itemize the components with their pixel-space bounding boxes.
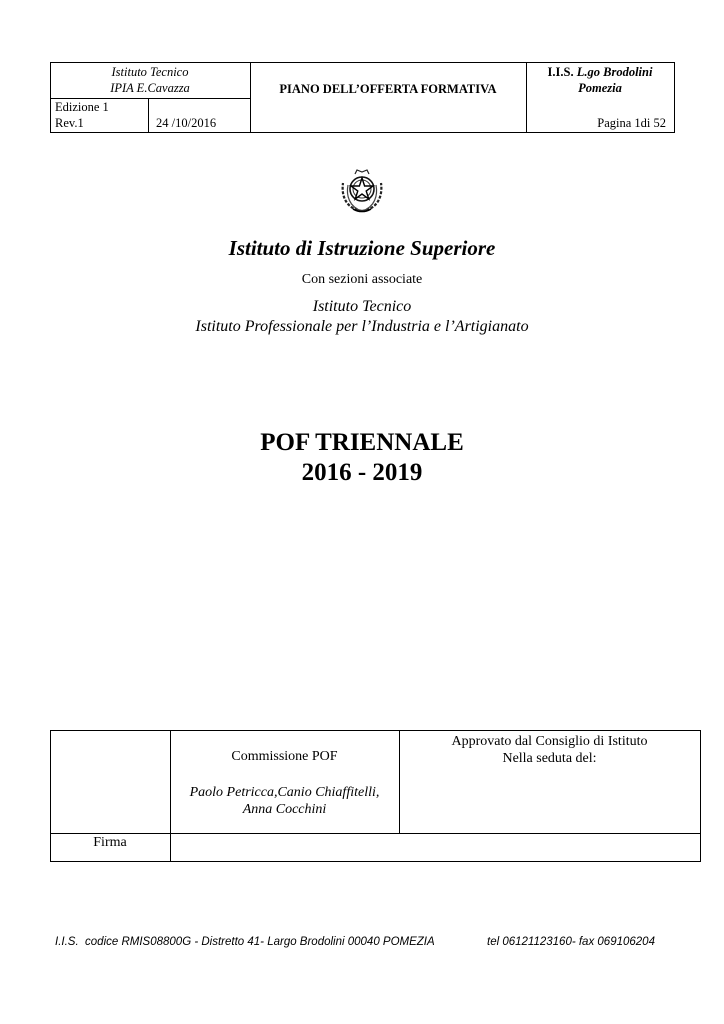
commission-label: Commissione POF bbox=[231, 749, 338, 764]
institute-title: Istituto di Istruzione Superiore bbox=[228, 236, 496, 260]
school-line-2: IPIA E.Cavazza bbox=[110, 81, 190, 95]
associated-sections-label: Con sezioni associate bbox=[301, 272, 423, 287]
approved-line-1: Approvato dal Consiglio di Istituto bbox=[451, 734, 648, 749]
members-line-1: Paolo Petricca,Canio Chiaffitelli, bbox=[189, 785, 380, 800]
section-technical: Istituto Tecnico bbox=[312, 298, 412, 315]
doc-title: PIANO DELL’OFFERTA FORMATIVA bbox=[279, 82, 497, 96]
page-number: Pagina 1di 52 bbox=[597, 116, 666, 130]
header-right-institute bbox=[526, 64, 674, 96]
issue-date: 24 /10/2016 bbox=[156, 116, 217, 130]
members-line-2: Anna Cocchini bbox=[242, 802, 327, 817]
header-school-name bbox=[50, 64, 250, 96]
signature-label: Firma bbox=[93, 835, 127, 850]
section-professional: Istituto Professionale per l’Industria e l’Artigianato bbox=[195, 318, 529, 335]
right-line-1: I.I.S. L.go Brodolini bbox=[547, 65, 653, 79]
right-line-2: Pomezia bbox=[578, 81, 622, 95]
approval-note bbox=[399, 733, 700, 767]
commission-members bbox=[170, 784, 399, 818]
school-line-1: Istituto Tecnico bbox=[111, 65, 189, 79]
edition: Edizione 1 bbox=[55, 100, 109, 114]
footer-contacts: tel 06121123160- fax 069106204 bbox=[487, 936, 655, 948]
approved-line-2: Nella seduta del: bbox=[502, 751, 597, 766]
footer-address: I.I.S. codice RMIS08800G - Distretto 41- Largo Brodolini 00040 POMEZIA bbox=[55, 936, 435, 948]
pof-years: 2016 - 2019 bbox=[301, 459, 423, 486]
edition-rev bbox=[55, 99, 147, 131]
pof-title: POF TRIENNALE bbox=[260, 429, 464, 456]
revision: Rev.1 bbox=[55, 116, 84, 130]
republic-emblem-icon bbox=[337, 165, 387, 215]
